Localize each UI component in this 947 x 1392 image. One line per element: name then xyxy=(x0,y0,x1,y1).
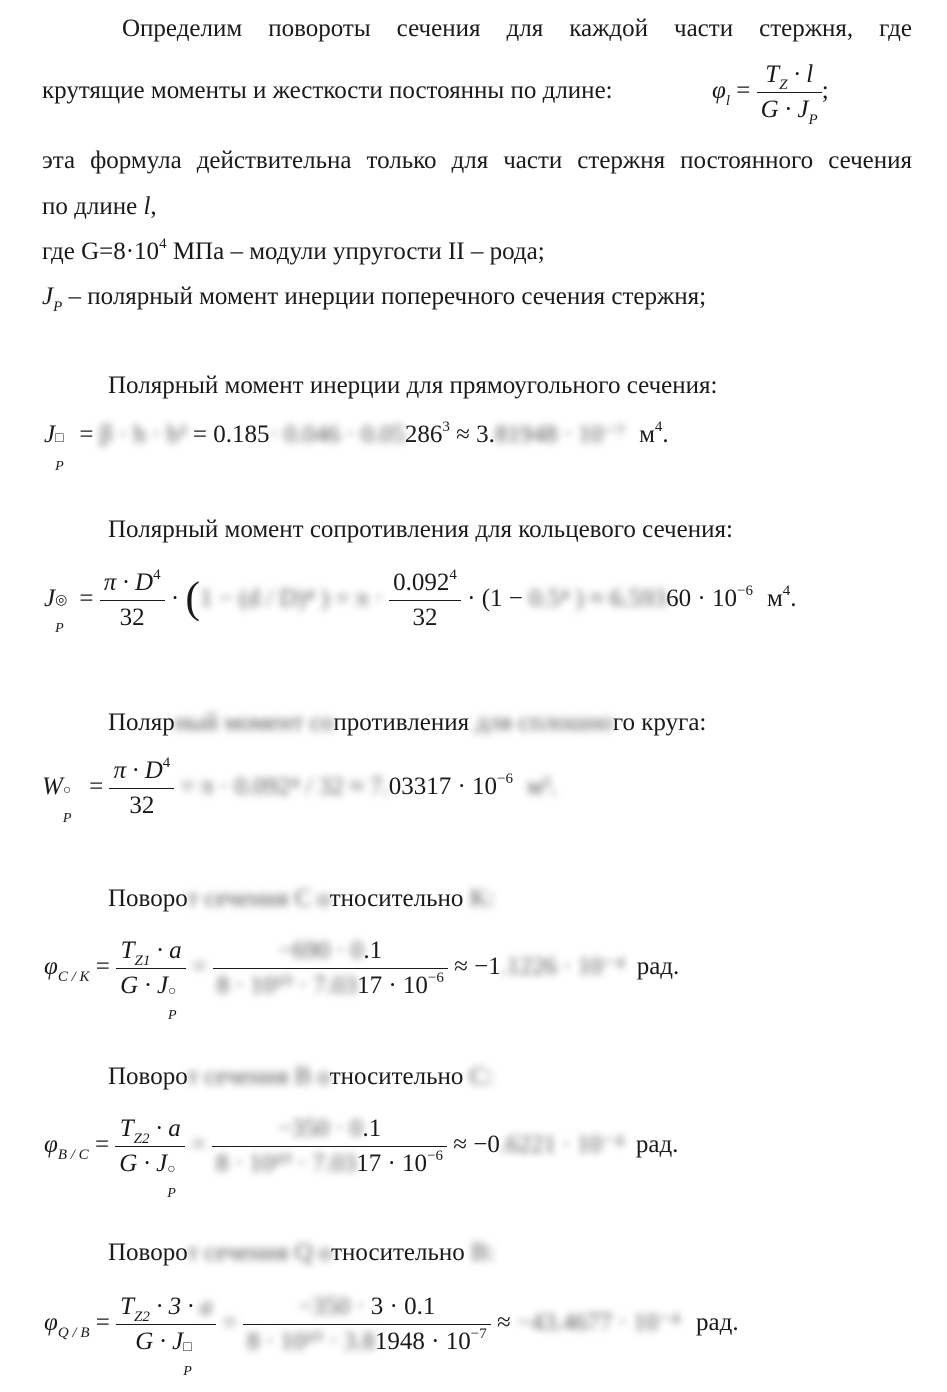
torque-subscript: Z xyxy=(779,77,788,93)
ring-frac1-den: 32 xyxy=(119,604,145,631)
rect-val: 286 xyxy=(404,421,443,448)
circle-formula: W ○ P = $\frac{\pi \cdot D^4}{32}$ = $\pi \cdot 0.092^4 / 32 \approx 7.03317 \cdot 10^{-6}$ м³. xyxy=(42,756,557,821)
ring-frac2-num-sup: 4 xyxy=(449,567,457,583)
rotC-lhs-sub: C / K xyxy=(57,969,90,986)
circle-heading-blur: ный момент со xyxy=(174,709,334,736)
ring-frac1-num: π · D xyxy=(103,569,154,596)
rotC-num-rest: · a xyxy=(150,937,182,964)
rotC-den-tail: 17 · 10 xyxy=(357,972,428,999)
rotQ-heading-blur-2: B: xyxy=(464,1239,495,1266)
ring-val: 60 · 10 xyxy=(666,585,737,613)
rotC-fraction-2 xyxy=(213,936,448,1001)
ring-unit-tail: . xyxy=(790,585,797,613)
rotC-lhs: φ xyxy=(44,953,58,981)
rotB-unit: рад. xyxy=(635,1131,679,1159)
jp-var: J xyxy=(42,283,54,310)
rect-unit-sup: 4 xyxy=(654,419,663,435)
rotB-heading-blur-2: C: xyxy=(463,1063,494,1090)
rotQ-den-sup: □ xyxy=(183,1340,192,1355)
circle-blur-1: = π · 0.092⁴ / 32 ≈ 7. xyxy=(180,773,389,801)
rotB-den-tail: 17 · 10 xyxy=(356,1150,428,1177)
circle-heading-c: го круга: xyxy=(612,709,707,736)
ring-formula: J ◎ P = $\frac{\pi \cdot D^4}{32}$ · (1 − (d / D)⁴ ) = π · $\frac{0.092^4}{32}$ · (1 − 0.5⁴ ) ≈ $6.59360 \cdot 10^{-6}$ $м^4$. xyxy=(44,568,797,633)
ring-frac2-den: 32 xyxy=(412,604,438,631)
rotB-den-sub: P xyxy=(167,1186,176,1201)
formula-tail: ; xyxy=(821,77,829,105)
circle-lhs: W xyxy=(42,773,63,801)
rotB-formula: $\varphi_{B / C}$ = $T_{Z2} \cdot a$ G · J ○ P = $\frac{-350 \cdot 0.1}{8 \cdot 10^{10} \cdot 7.0317 \cdot 10^{-6}}$ ≈ −0.6221 · 10⁻⁴ рад. xyxy=(44,1114,678,1179)
rect-lhs-sup: □ xyxy=(55,431,64,446)
ring-val-sup: −6 xyxy=(736,583,753,600)
rect-formula: J □ P = $\beta \cdot h \cdot b^3 = 0.185\cdot 0.046 \cdot 0.05286^3 \approx 3.81948 \cdot 10^{-7}$ $м^4$. xyxy=(44,420,669,450)
rotB-blur-den: 8 · 10¹⁰ · 7.03 xyxy=(215,1150,357,1177)
circle-frac-num: π · D xyxy=(113,757,163,784)
rotation-formula: $\varphi_l$ = $\frac{T_Z \cdot l}{G \cdot J_P}$ ; xyxy=(712,61,829,128)
rotC-T: T xyxy=(120,937,135,964)
rotQ-T: T xyxy=(120,1293,135,1320)
circle-lhs-sup: ○ xyxy=(62,783,72,799)
circle-lhs-sub: P xyxy=(62,811,72,827)
note-line-3 xyxy=(42,237,545,267)
rotQ-formula: $\varphi_{Q / B}$ = $T_{Z2} \cdot 3 \cdot a$ G · J □ P = $\frac{-350 \cdot 3 \cdot 0.1}{8 \cdot 10^{10} \cdot 3.81948 \cdot 10^{-7}}$ ≈ −43.4677 · 10⁻⁴ рад. xyxy=(44,1292,739,1357)
note-line-2 xyxy=(42,192,157,222)
note-line-3-sup: 4 xyxy=(159,236,167,252)
rotC-heading xyxy=(108,884,495,914)
rotQ-heading xyxy=(108,1238,495,1268)
rotQ-num-rest: · 3 · xyxy=(149,1293,194,1320)
rotB-blur-num: −350 · 0 xyxy=(277,1115,363,1142)
rotQ-den: G · J xyxy=(135,1328,184,1355)
ring-fraction-2 xyxy=(389,568,461,633)
rect-approx: ≈ 3. xyxy=(449,421,495,448)
ring-fraction-1 xyxy=(100,568,165,633)
ring-heading: Полярный момент сопротивления для кольцевого сечения: xyxy=(108,516,733,543)
note-line-4-suffix: – полярный момент инерции поперечного сечения стержня; xyxy=(62,283,707,310)
rotC-fraction-1 xyxy=(116,936,186,1023)
ring-frac1-num-sup: 4 xyxy=(153,567,161,583)
rotC-heading-a: Поворо xyxy=(108,885,188,912)
circle-val: 03317 · 10 xyxy=(388,773,498,801)
rotB-den: G · J xyxy=(119,1150,168,1177)
ring-lhs-sub: P xyxy=(55,621,64,637)
circle-blur-2: м³. xyxy=(527,773,557,801)
intro-line-1-text: Определим повороты сечения для каждой части стержня, где xyxy=(122,15,912,42)
phi-symbol: φ xyxy=(712,77,726,105)
rotQ-approx: ≈ xyxy=(490,1309,517,1337)
note-line-3-suffix: МПа – модули упругости II – рода; xyxy=(166,238,545,265)
ring-mid: · (1 − xyxy=(460,585,530,613)
circle-heading-b: противления xyxy=(333,709,470,736)
rotQ-blur-den: 8 · 10¹⁰ · 3.8 xyxy=(246,1328,375,1355)
rotC-heading-blur: т сечения C о xyxy=(187,885,330,912)
rotC-blur-res: .1226 · 10⁻⁴ xyxy=(500,953,625,981)
rotQ-lhs-sub: Q / B xyxy=(57,1325,90,1342)
rotC-den: G · J xyxy=(120,972,169,999)
note-line-3-prefix: где G=8·10 xyxy=(42,238,160,265)
rotB-heading-blur: т сечения B о xyxy=(187,1063,330,1090)
ring-blur-1: 1 − (d / D)⁴ ) = π · xyxy=(200,585,383,613)
intro-line-2: крутящие моменты и жесткости постоянны по длине: xyxy=(42,77,613,104)
rotC-unit: рад. xyxy=(636,953,680,981)
rotC-den-sup: −6 xyxy=(427,970,444,986)
rotQ-den-sub: P xyxy=(183,1364,192,1379)
rotC-heading-blur-2: K: xyxy=(463,885,495,912)
rotQ-heading-a: Поворо xyxy=(108,1239,188,1266)
rotB-num-rest: · a xyxy=(149,1115,181,1142)
circle-heading-blur-2: для сплошно xyxy=(469,709,613,736)
rotB-fraction-1 xyxy=(115,1114,185,1201)
rect-val-sup: 3 xyxy=(442,419,450,435)
ring-frac2-num: 0.092 xyxy=(393,569,450,596)
rotQ-num-blur: a xyxy=(193,1293,213,1320)
rotQ-fraction-1 xyxy=(116,1292,216,1379)
circle-frac-den: 32 xyxy=(129,792,155,819)
rotB-T: T xyxy=(119,1115,134,1142)
rect-blur-2: · 0.046 · 0.05 xyxy=(269,421,405,448)
rotB-heading-a: Поворо xyxy=(108,1063,188,1090)
rotQ-blur-res: −43.4677 · 10⁻⁴ xyxy=(516,1309,681,1337)
rotC-num-tail: .1 xyxy=(363,937,383,964)
rotQ-lhs: φ xyxy=(44,1309,58,1337)
rotC-formula: $\varphi_{C / K}$ = $T_{Z1} \cdot a$ G · J ○ P = $\frac{-690 \cdot 0.1}{8 \cdot 10^{10} \cdot 7.0317 \cdot 10^{-6}}$ ≈ −1.1226 · 10⁻⁴ рад. xyxy=(44,936,679,1001)
note-line-4 xyxy=(42,282,707,315)
rotB-heading xyxy=(108,1062,493,1092)
ring-unit-sup: 4 xyxy=(782,583,791,600)
rotB-num-tail: .1 xyxy=(362,1115,382,1142)
ring-blur-2: 0.5⁴ ) ≈ 6.593 xyxy=(529,585,667,613)
jp-subscript: P xyxy=(53,299,63,315)
rotC-blur-num: −690 · 0 xyxy=(278,937,364,964)
intro-line-1 xyxy=(42,14,912,44)
rotQ-unit: рад. xyxy=(696,1309,739,1337)
rotC-T-sub: Z1 xyxy=(134,953,151,969)
ring-lhs-sup: ◎ xyxy=(55,593,68,609)
rotB-approx: ≈ −0 xyxy=(447,1131,500,1159)
ring-unit: м xyxy=(766,585,783,613)
note-line-2-prefix: по длине xyxy=(42,193,144,220)
rotQ-blur-num: −350 · xyxy=(298,1293,371,1320)
ring-lhs: J xyxy=(44,585,56,613)
rotC-den-sub: P xyxy=(168,1008,177,1023)
rotB-den-sup: −6 xyxy=(427,1148,444,1164)
denominator: G · J xyxy=(760,96,809,123)
circle-frac-num-sup: 4 xyxy=(162,755,171,771)
rect-unit: м xyxy=(639,421,655,448)
rotQ-fraction-2 xyxy=(243,1292,491,1357)
denominator-subscript: P xyxy=(808,112,818,128)
phi-subscript: l xyxy=(725,93,731,110)
rotation-fraction xyxy=(757,60,822,128)
rotQ-heading-blur: т сечения Q о xyxy=(187,1239,332,1266)
rect-unit-tail: . xyxy=(662,421,669,448)
rotQ-den-sup: −7 xyxy=(470,1326,487,1342)
rect-heading: Полярный момент инерции для прямоугольного сечения: xyxy=(108,372,718,399)
note-line-2-suffix: , xyxy=(150,193,157,220)
rotC-blur-den: 8 · 10¹⁰ · 7.03 xyxy=(216,972,358,999)
circle-heading xyxy=(108,708,706,738)
rotB-fraction-2 xyxy=(212,1114,447,1179)
rotQ-den-tail: 1948 · 10 xyxy=(374,1328,471,1355)
rect-blur-3: 81948 · 10⁻⁷ xyxy=(494,421,626,448)
rotC-approx: ≈ −1 xyxy=(447,953,501,981)
circle-heading-a: Поляр xyxy=(108,709,175,736)
rotB-lhs-sub: B / C xyxy=(57,1147,89,1164)
circle-val-sup: −6 xyxy=(497,771,514,788)
rotB-blur-res: .6221 · 10⁻⁴ xyxy=(499,1131,624,1159)
rotC-heading-b: тносительно xyxy=(329,885,464,912)
rotQ-num-tail: 3 · 0.1 xyxy=(370,1293,436,1320)
rect-lhs-sub: P xyxy=(55,459,64,474)
numerator-rest: · l xyxy=(787,61,814,88)
length-var: l xyxy=(143,193,151,220)
rotB-T-sub: Z2 xyxy=(133,1131,150,1147)
rotB-heading-b: тносительно xyxy=(329,1063,464,1090)
circle-fraction xyxy=(109,756,174,821)
rect-blur-1: β · h · b³ xyxy=(99,421,187,448)
rotB-lhs: φ xyxy=(44,1131,58,1159)
rect-lhs: J xyxy=(44,421,56,448)
rotB-den-sup: ○ xyxy=(167,1162,176,1177)
rect-eq: = 0.185 xyxy=(186,421,270,448)
torque-symbol: T xyxy=(765,61,780,88)
rotQ-T-sub: Z2 xyxy=(134,1309,150,1325)
rotC-den-sup: ○ xyxy=(168,984,177,999)
note-line-1: эта формула действительна только для части стержня постоянного сечения xyxy=(42,147,912,174)
rotQ-heading-b: тносительно xyxy=(331,1239,465,1266)
